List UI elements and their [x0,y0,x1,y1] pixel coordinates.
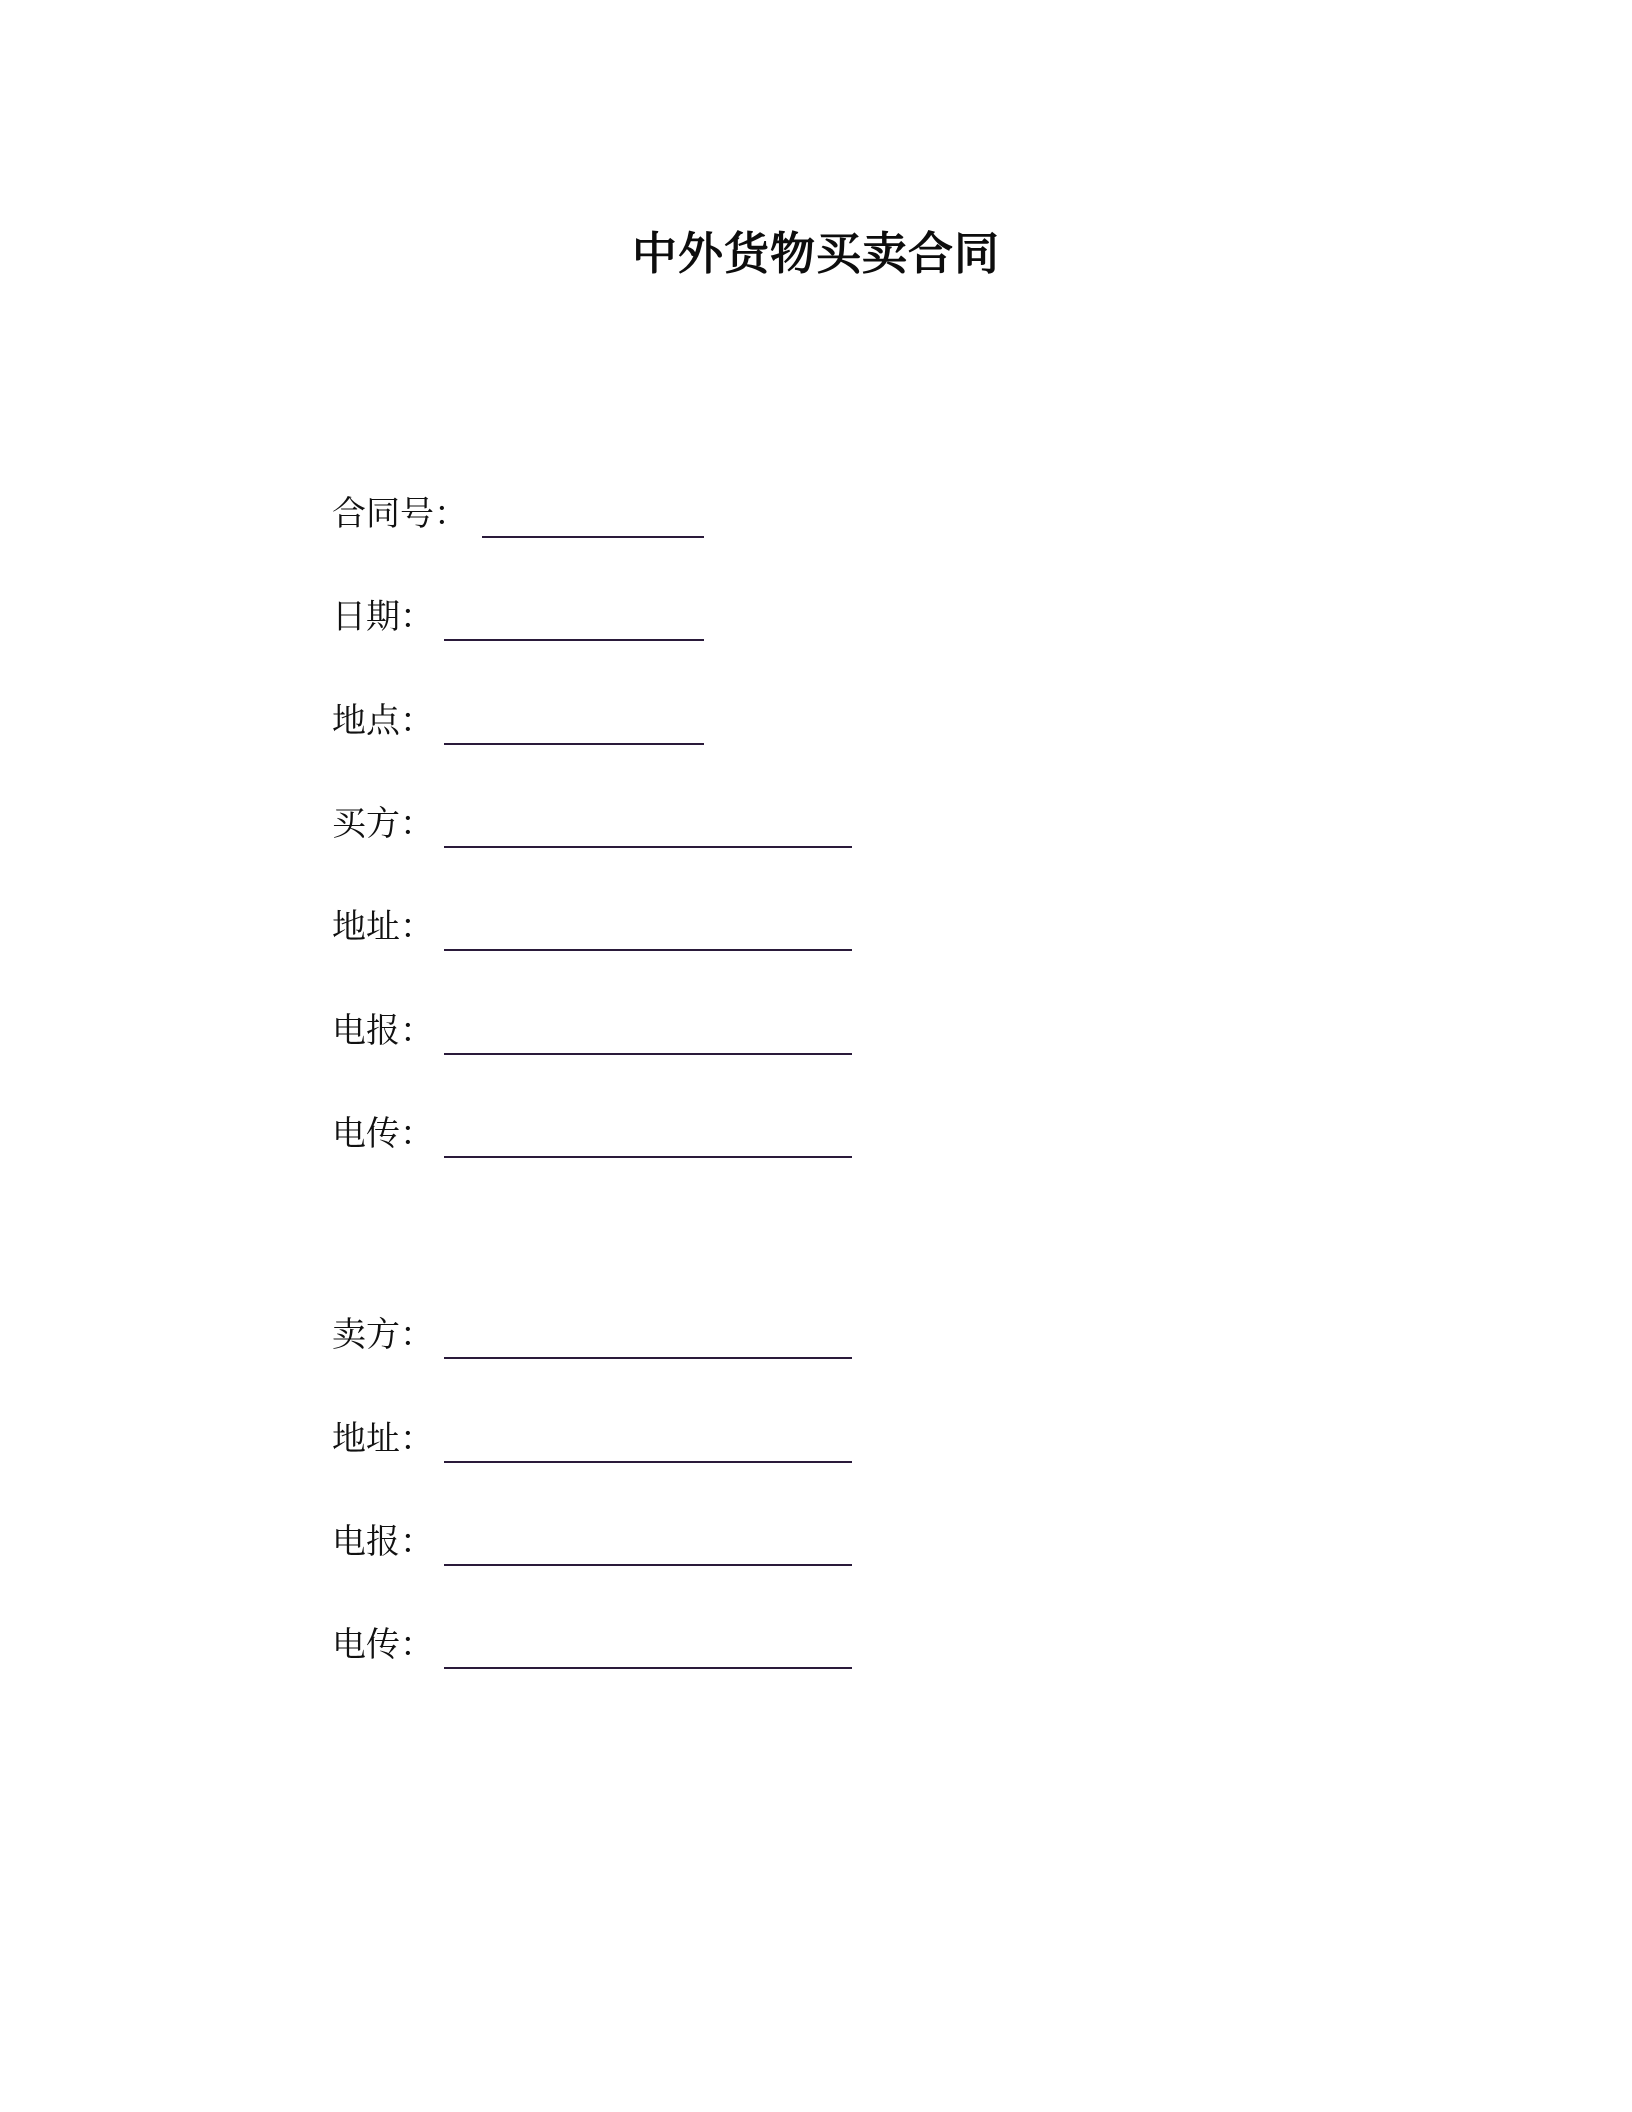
buyer-telegram-label: 电报： [332,1011,434,1051]
place-label: 地点： [332,701,434,741]
buyer-telegram-blank[interactable] [444,1053,852,1055]
seller-telex-field [332,1621,862,1673]
buyer-field [332,800,862,852]
date-blank[interactable] [444,639,704,641]
seller-blank[interactable] [444,1357,852,1359]
place-blank[interactable] [444,743,704,745]
buyer-telex-blank[interactable] [444,1156,852,1158]
seller-telegram-field [332,1518,862,1570]
seller-address-field [332,1415,862,1467]
contract-number-blank[interactable] [482,536,704,538]
seller-telegram-blank[interactable] [444,1564,852,1566]
seller-label: 卖方： [332,1315,434,1355]
buyer-telex-label: 电传： [332,1114,434,1154]
buyer-telex-field [332,1110,862,1162]
contract-number-label: 合同号： [332,494,468,534]
date-label: 日期： [332,597,434,637]
seller-telex-label: 电传： [332,1625,434,1665]
buyer-telegram-field [332,1007,862,1059]
date-field [332,593,712,645]
buyer-address-label: 地址： [332,907,434,947]
contract-number-field [332,490,712,542]
seller-address-label: 地址： [332,1419,434,1459]
place-field [332,697,712,749]
buyer-address-field [332,903,862,955]
seller-address-blank[interactable] [444,1461,852,1463]
seller-telegram-label: 电报： [332,1522,434,1562]
buyer-blank[interactable] [444,846,852,848]
document-title: 中外货物买卖合同 [631,227,1000,280]
seller-telex-blank[interactable] [444,1667,852,1669]
buyer-address-blank[interactable] [444,949,852,951]
seller-field [332,1311,862,1363]
buyer-label: 买方： [332,804,434,844]
